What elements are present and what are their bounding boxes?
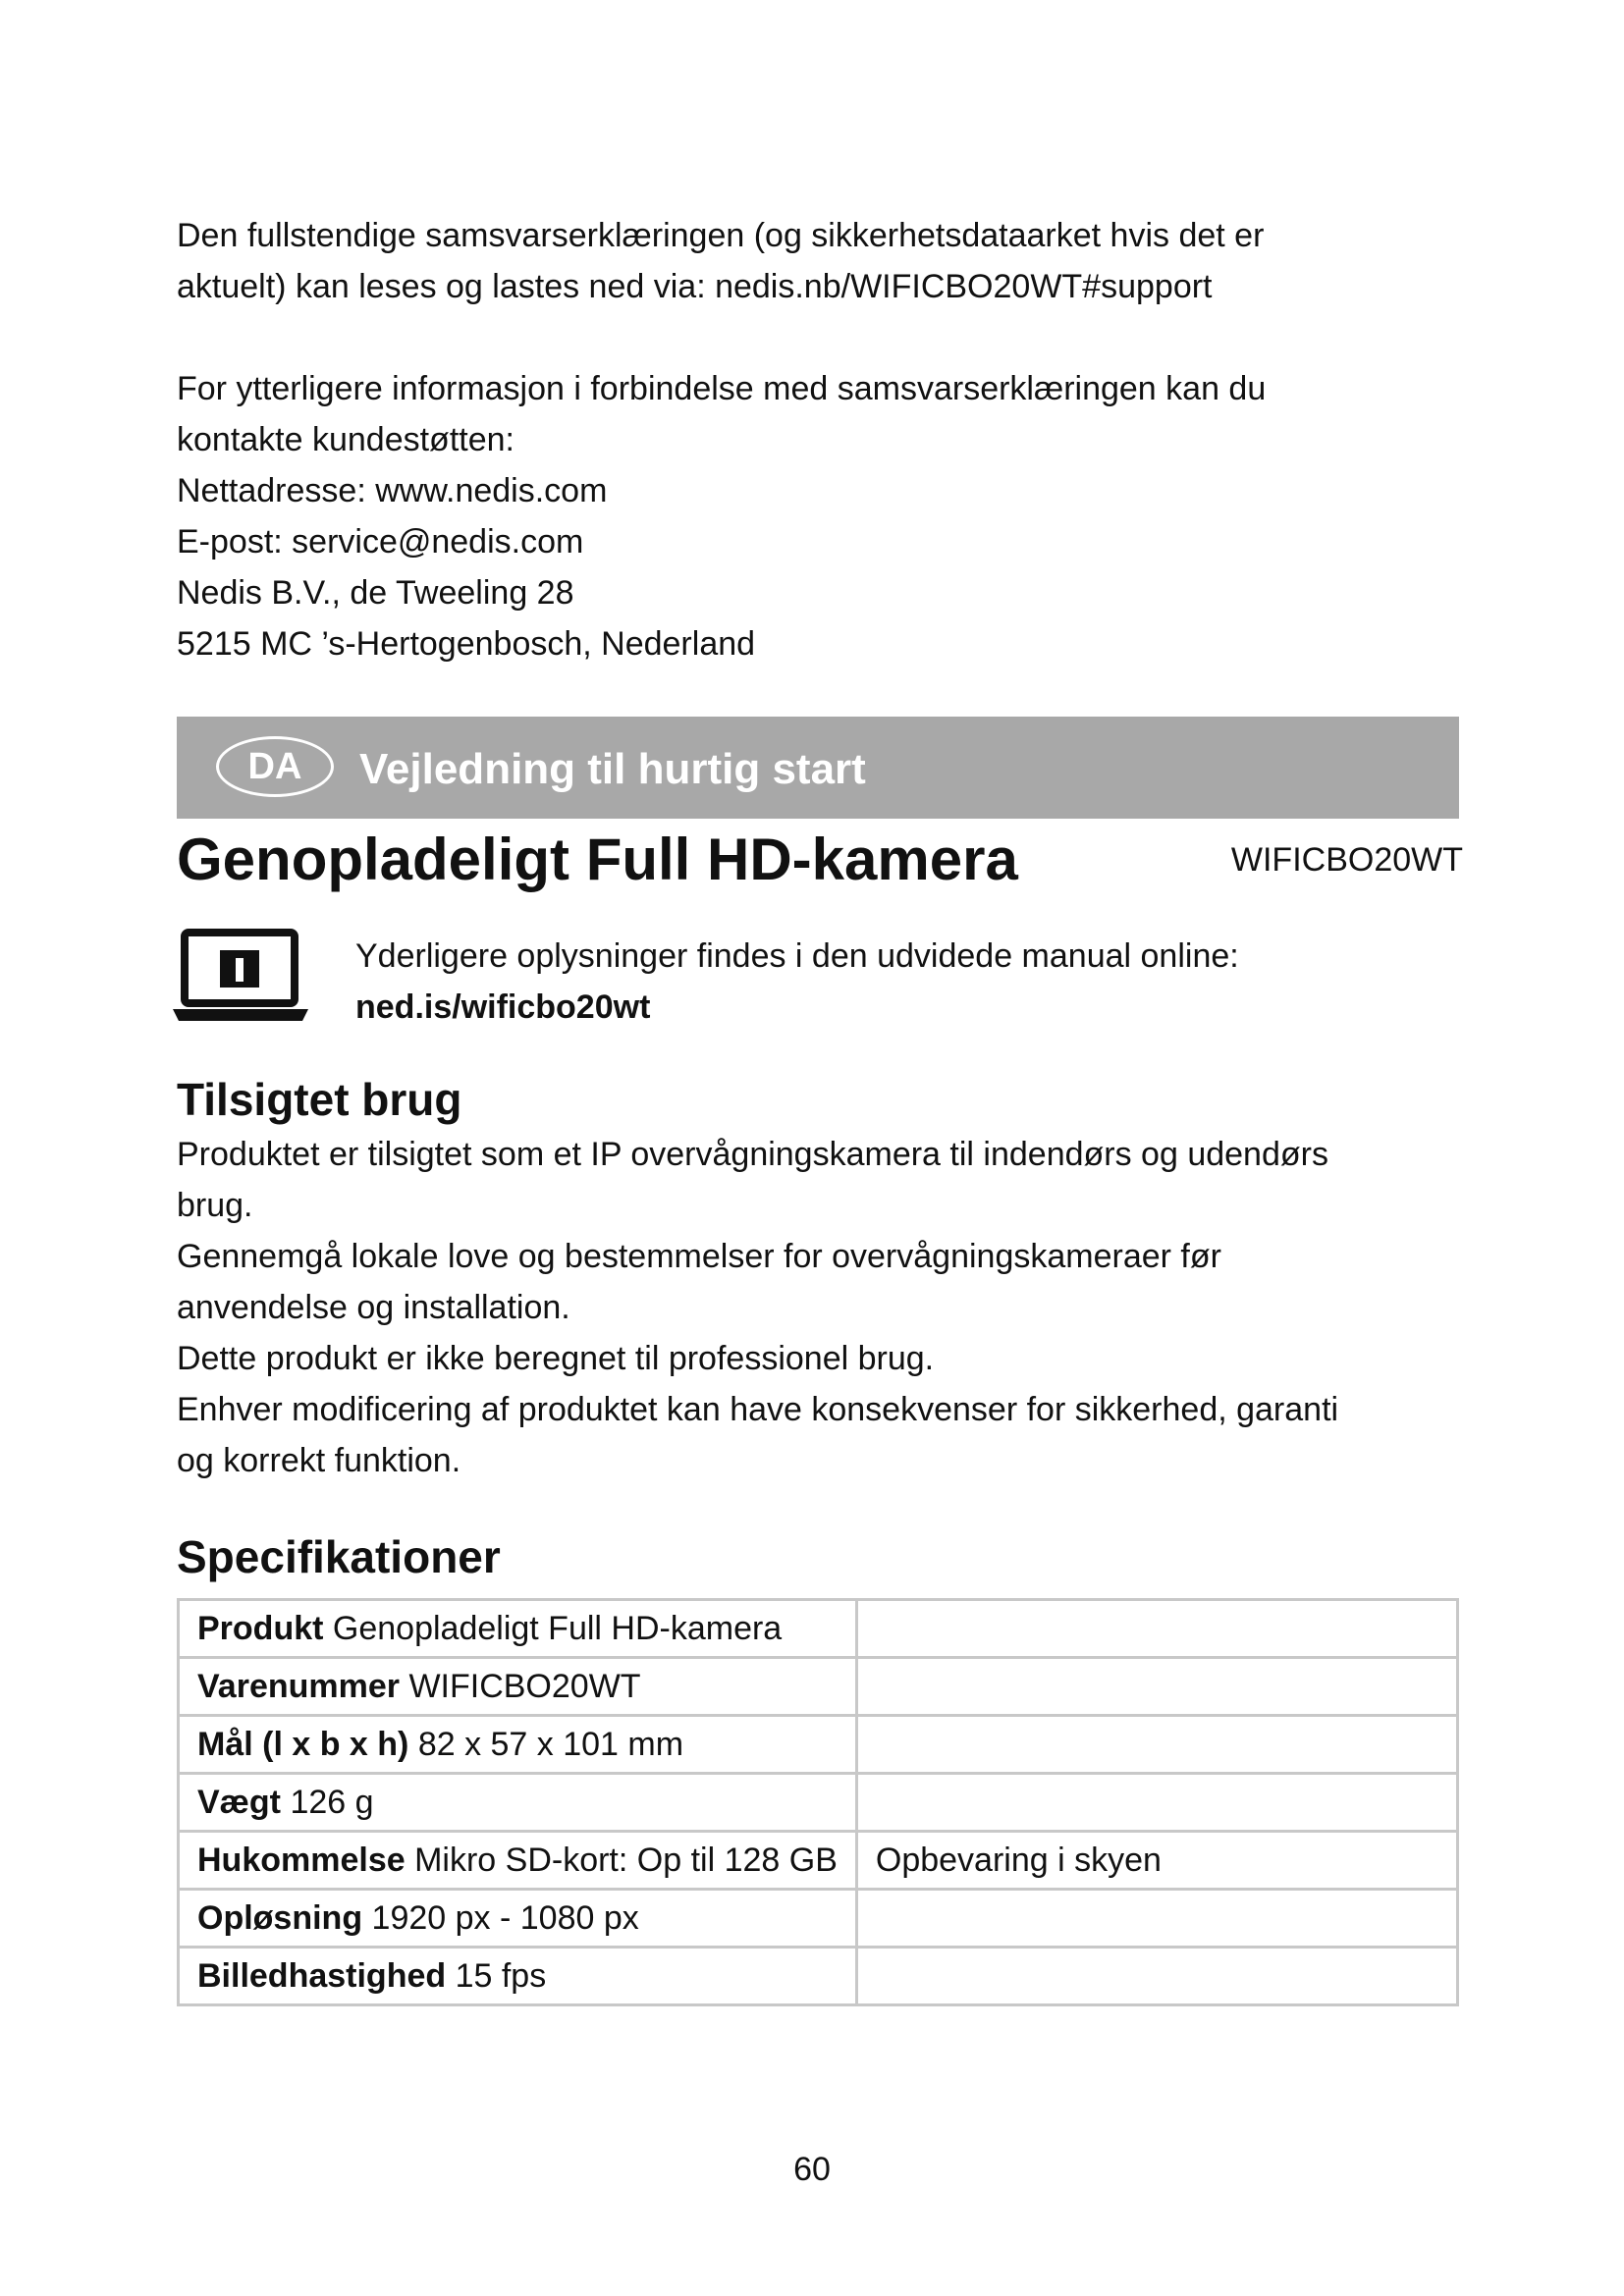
spec-label: Vægt xyxy=(197,1784,281,1821)
page-number: 60 xyxy=(793,2151,831,2188)
table-row xyxy=(179,1600,1458,1658)
spec-extra xyxy=(856,1600,1457,1658)
text-line: aktuelt) kan leses og lastes ned via: nedis.nb/WIFICBO20WT#support xyxy=(177,268,1213,305)
text-line: For ytterligere informasjon i forbindelse med samsvarserklæringen kan du xyxy=(177,370,1267,407)
table-row xyxy=(179,1890,1458,1948)
spec-label: Hukommelse xyxy=(197,1842,406,1879)
laptop-info-icon xyxy=(173,929,308,1023)
spec-label: Billedhastighed xyxy=(197,1957,447,1995)
spec-label: Opløsning xyxy=(197,1899,363,1937)
text-line: brug. xyxy=(177,1187,253,1224)
spec-cell xyxy=(179,1658,857,1716)
table-row xyxy=(179,1716,1458,1774)
spec-value: Genopladeligt Full HD-kamera xyxy=(332,1610,783,1647)
product-title: Genopladeligt Full HD-kamera xyxy=(177,827,1018,892)
spec-value: 82 x 57 x 101 mm xyxy=(417,1726,684,1763)
spec-cell xyxy=(179,1832,857,1890)
spec-extra: Opbevaring i skyen xyxy=(856,1832,1457,1890)
text-line: kontakte kundestøtten: xyxy=(177,421,514,458)
table-row xyxy=(179,1948,1458,2005)
text-line: og korrekt funktion. xyxy=(177,1442,461,1479)
text-line: Produktet er tilsigtet som et IP overvågningskamera til indendørs og udendørs xyxy=(177,1136,1328,1173)
specifications-heading: Specifikationer xyxy=(177,1531,501,1582)
section-title: Vejledning til hurtig start xyxy=(359,745,866,793)
spec-value: WIFICBO20WT xyxy=(408,1668,641,1705)
table-row xyxy=(179,1658,1458,1716)
spec-cell xyxy=(179,1948,857,2005)
spec-cell xyxy=(179,1716,857,1774)
spec-extra xyxy=(856,1948,1457,2005)
model-number: WIFICBO20WT xyxy=(1230,841,1463,879)
declaration-paragraph xyxy=(177,210,1463,312)
spec-extra xyxy=(856,1716,1457,1774)
spec-cell xyxy=(179,1890,857,1948)
online-manual-text: Yderligere oplysninger findes i den udvidede manual online: xyxy=(355,937,1239,975)
intended-use-text xyxy=(177,1129,1463,1486)
spec-cell xyxy=(179,1774,857,1832)
text-line: Dette produkt er ikke beregnet til professionel brug. xyxy=(177,1340,935,1377)
website-line: Nettadresse: www.nedis.com xyxy=(177,472,608,509)
intended-use-heading: Tilsigtet brug xyxy=(177,1074,462,1125)
table-row xyxy=(179,1774,1458,1832)
online-manual-link[interactable]: ned.is/wificbo20wt xyxy=(355,988,651,1026)
spec-extra xyxy=(856,1774,1457,1832)
spec-value: 1920 px - 1080 px xyxy=(371,1899,639,1937)
specifications-table xyxy=(177,1598,1459,2006)
spec-extra xyxy=(856,1890,1457,1948)
spec-value: 15 fps xyxy=(455,1957,547,1995)
online-manual-note xyxy=(355,931,1239,1033)
spec-label: Produkt xyxy=(197,1610,324,1647)
spec-label: Varenummer xyxy=(197,1668,400,1705)
spec-extra xyxy=(856,1658,1457,1716)
spec-value: Mikro SD-kort: Op til 128 GB xyxy=(414,1842,838,1879)
spec-label: Mål (l x b x h) xyxy=(197,1726,409,1763)
section-band xyxy=(177,717,1459,819)
spec-cell xyxy=(179,1600,857,1658)
text-line: Den fullstendige samsvarserklæringen (og sikkerhetsdataarket hvis det er xyxy=(177,217,1265,254)
email-line: E-post: service@nedis.com xyxy=(177,523,584,561)
text-line: anvendelse og installation. xyxy=(177,1289,570,1326)
contact-paragraph xyxy=(177,363,1463,669)
text-line: Gennemgå lokale love og bestemmelser for overvågningskameraer før xyxy=(177,1238,1221,1275)
spec-value: 126 g xyxy=(290,1784,374,1821)
text-line: Enhver modificering af produktet kan have konsekvenser for sikkerhed, garanti xyxy=(177,1391,1339,1428)
language-code-badge: DA xyxy=(216,736,334,797)
table-row xyxy=(179,1832,1458,1890)
address-line: Nedis B.V., de Tweeling 28 xyxy=(177,574,574,612)
address-line: 5215 MC ’s-Hertogenbosch, Nederland xyxy=(177,625,756,663)
